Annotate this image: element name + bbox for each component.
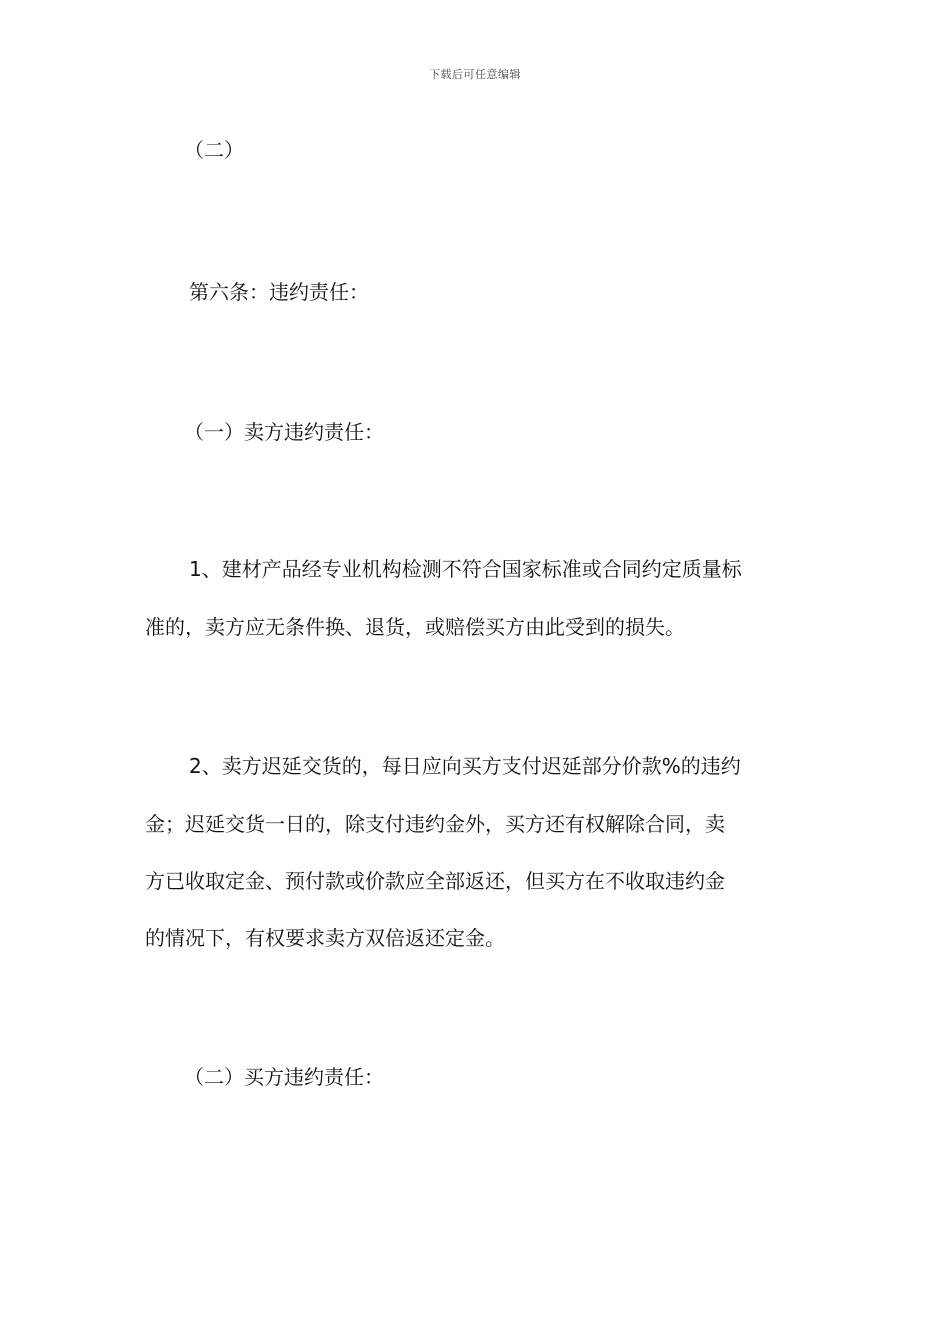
section-heading: （二）	[184, 138, 244, 162]
article-title: 第六条：违约责任：	[189, 280, 369, 304]
clause-2-line-1: 2、卖方迟延交货的，每日应向买方支付迟延部分价款%的违约	[189, 754, 741, 778]
clause-1-line-1: 1、建材产品经专业机构检测不符合国家标准或合同约定质量标	[189, 557, 742, 581]
clause-2-line-2: 金；迟延交货一日的，除支付违约金外，买方还有权解除合同，卖	[145, 812, 725, 836]
page-header: 下载后可任意编辑	[429, 68, 521, 81]
clause-2-line-4: 的情况下，有权要求卖方双倍返还定金。	[145, 926, 505, 950]
clause-1-line-2: 准的，卖方应无条件换、退货，或赔偿买方由此受到的损失。	[145, 615, 685, 639]
seller-liability-heading: （一）卖方违约责任：	[184, 420, 384, 444]
buyer-liability-heading: （二）买方违约责任：	[184, 1065, 384, 1089]
clause-2-line-3: 方已收取定金、预付款或价款应全部返还，但买方在不收取违约金	[145, 869, 725, 893]
